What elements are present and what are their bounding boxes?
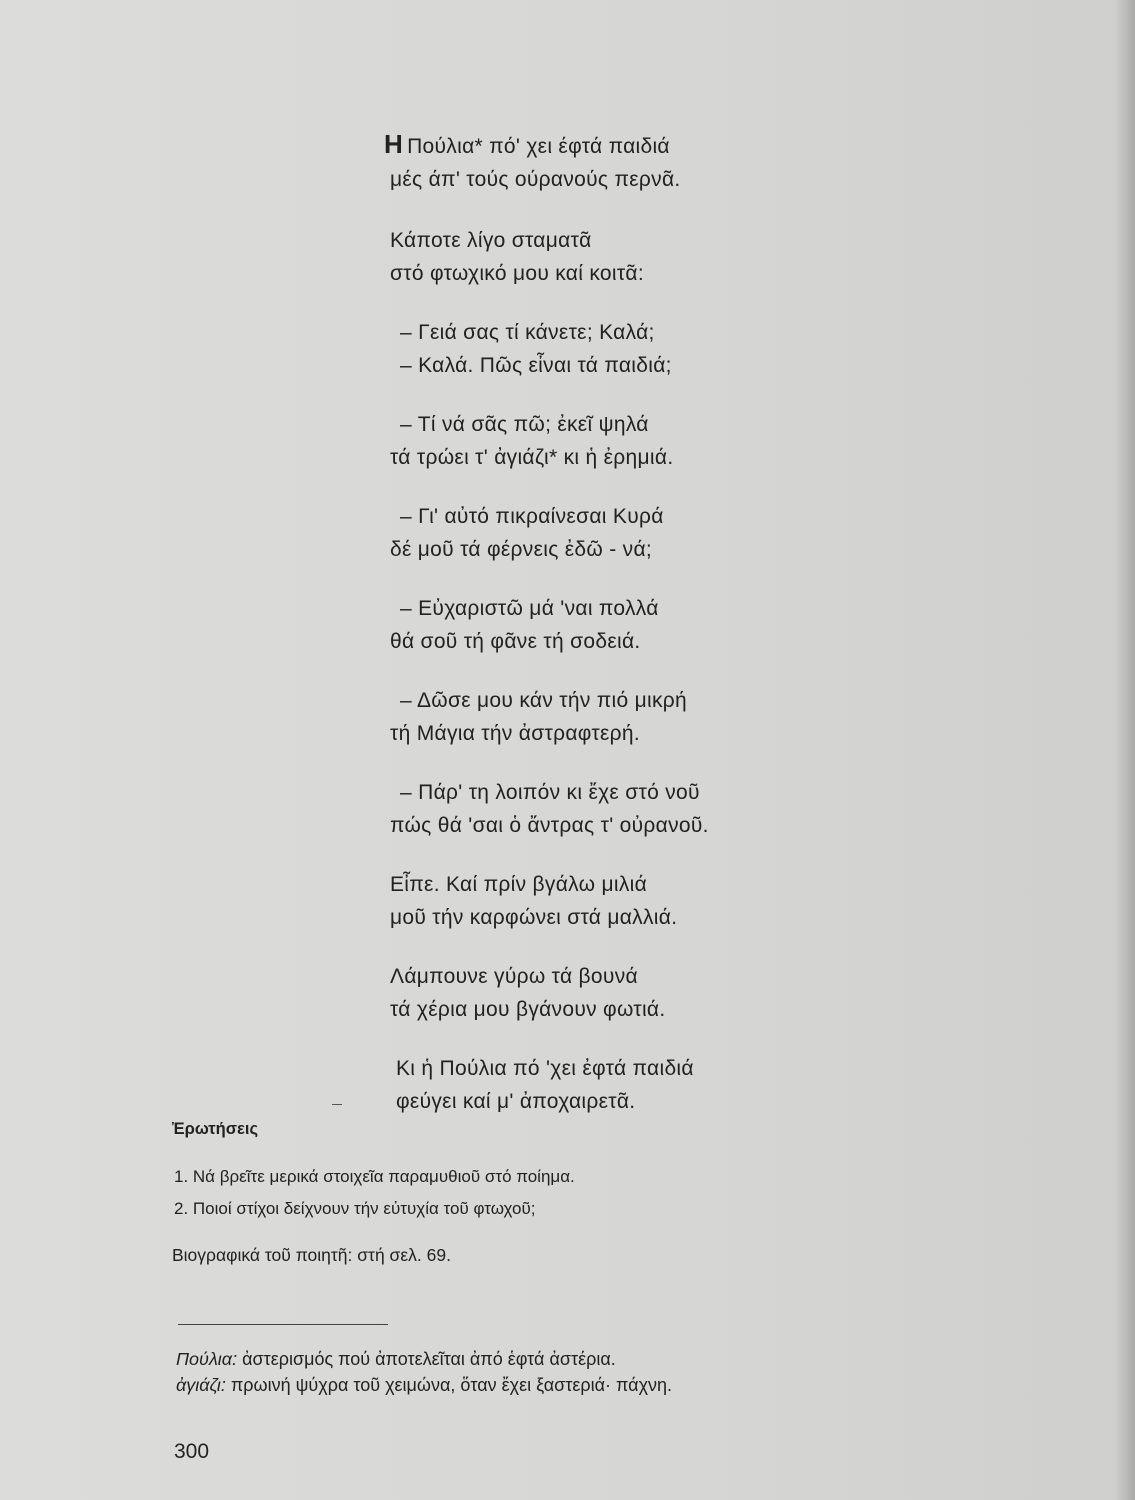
footnote-rule — [178, 1324, 388, 1325]
footnote-term: Πούλια: — [176, 1349, 238, 1369]
poem-line: – Εὐχαριστῶ μά 'ναι πολλά — [400, 597, 659, 620]
poem-line: – Γι' αὐτό πικραίνεσαι Κυρά — [400, 505, 664, 528]
questions-title: Ἐρωτήσεις — [172, 1120, 259, 1138]
poem-line: μές άπ' τούς ούρανούς περνᾶ. — [390, 168, 681, 191]
poem-line: – Καλά. Πῶς εἶναι τά παιδιά; — [400, 354, 672, 377]
stanza — [384, 316, 904, 382]
binding-shadow — [1115, 0, 1135, 1500]
biography-reference: Βιογραφικά τοῦ ποιητῆ: στή σελ. 69. — [172, 1245, 451, 1265]
poem-line: τά χέρια μου βγάνουν φωτιά. — [390, 998, 666, 1021]
footnote-text: ἀστερισμός πού ἀποτελεῖται ἀπό ἑφτά ἀστέρια. — [237, 1349, 616, 1369]
stanza — [384, 1052, 904, 1118]
question-item: 2. Ποιοί στίχοι δείχνουν τήν εὐτυχία τοῦ φτωχοῦ; — [174, 1199, 536, 1218]
stanza — [384, 500, 904, 566]
poem-line: Κι ἡ Πούλια πό 'χει ἐφτά παιδιά — [396, 1057, 694, 1080]
poem-line: στό φτωχικό μου καί κοιτᾶ: — [390, 262, 645, 285]
poem-line: Λάμπουνε γύρω τά βουνά — [390, 965, 638, 988]
poem — [384, 128, 904, 1144]
poem-line-text: Πούλια* πό' χει έφτά παιδιά — [407, 135, 670, 158]
footnote — [176, 1372, 936, 1398]
stanza — [384, 868, 904, 934]
page-number: 300 — [174, 1440, 210, 1463]
poem-line: φεύγει καί μ' ἀποχαιρετᾶ. — [396, 1090, 636, 1113]
poem-line: μοῦ τήν καρφώνει στά μαλλιά. — [390, 906, 678, 929]
poem-line: τή Μάγια τήν ἀστραφτερή. — [390, 722, 641, 745]
stanza — [384, 960, 904, 1026]
dash-mark — [332, 1104, 342, 1105]
stanza — [384, 408, 904, 474]
poem-line: – Τί νά σᾶς πῶ; ἐκεῖ ψηλά — [400, 413, 649, 436]
questions-section — [172, 1120, 932, 1266]
stanza — [384, 592, 904, 658]
footnotes — [176, 1346, 936, 1398]
poem-line: – Δῶσε μου κάν τήν πιό μικρή — [400, 689, 688, 712]
poem-line: δέ μοῦ τά φέρνεις ἐδῶ - νά; — [390, 538, 653, 561]
poem-line: Κάποτε λίγο σταματᾶ — [390, 229, 592, 252]
footnote-term: ἀγιάζι: — [176, 1375, 226, 1395]
poem-line: πώς θά 'σαι ὁ ἄντρας τ' οὐρανοῦ. — [390, 814, 709, 837]
footnote-text: πρωινή ψύχρα τοῦ χειμώνα, ὅταν ἔχει ξαστεριά· πάχνη. — [225, 1375, 673, 1395]
poem-line — [384, 128, 904, 163]
stanza — [384, 684, 904, 750]
stanza — [384, 776, 904, 842]
poem-line: – Γειά σας τί κάνετε; Καλά; — [400, 321, 655, 344]
stanza — [384, 128, 904, 196]
poem-line: Εἶπε. Καί πρίν βγάλω μιλιά — [390, 873, 648, 896]
poem-line: θά σοῦ τή φᾶνε τή σοδειά. — [390, 630, 641, 653]
question-item: 1. Νά βρεῖτε μερικά στοιχεῖα παραμυθιοῦ στό ποίημα. — [174, 1167, 575, 1186]
poem-line: – Πάρ' τη λοιπόν κι ἔχε στό νοῦ — [400, 781, 700, 804]
poem-line: τά τρώει τ' ἀγιάζι* κι ἡ ἐρημιά. — [390, 446, 674, 469]
footnote — [176, 1346, 936, 1372]
stanza — [384, 224, 904, 290]
drop-cap: Η — [384, 129, 404, 159]
